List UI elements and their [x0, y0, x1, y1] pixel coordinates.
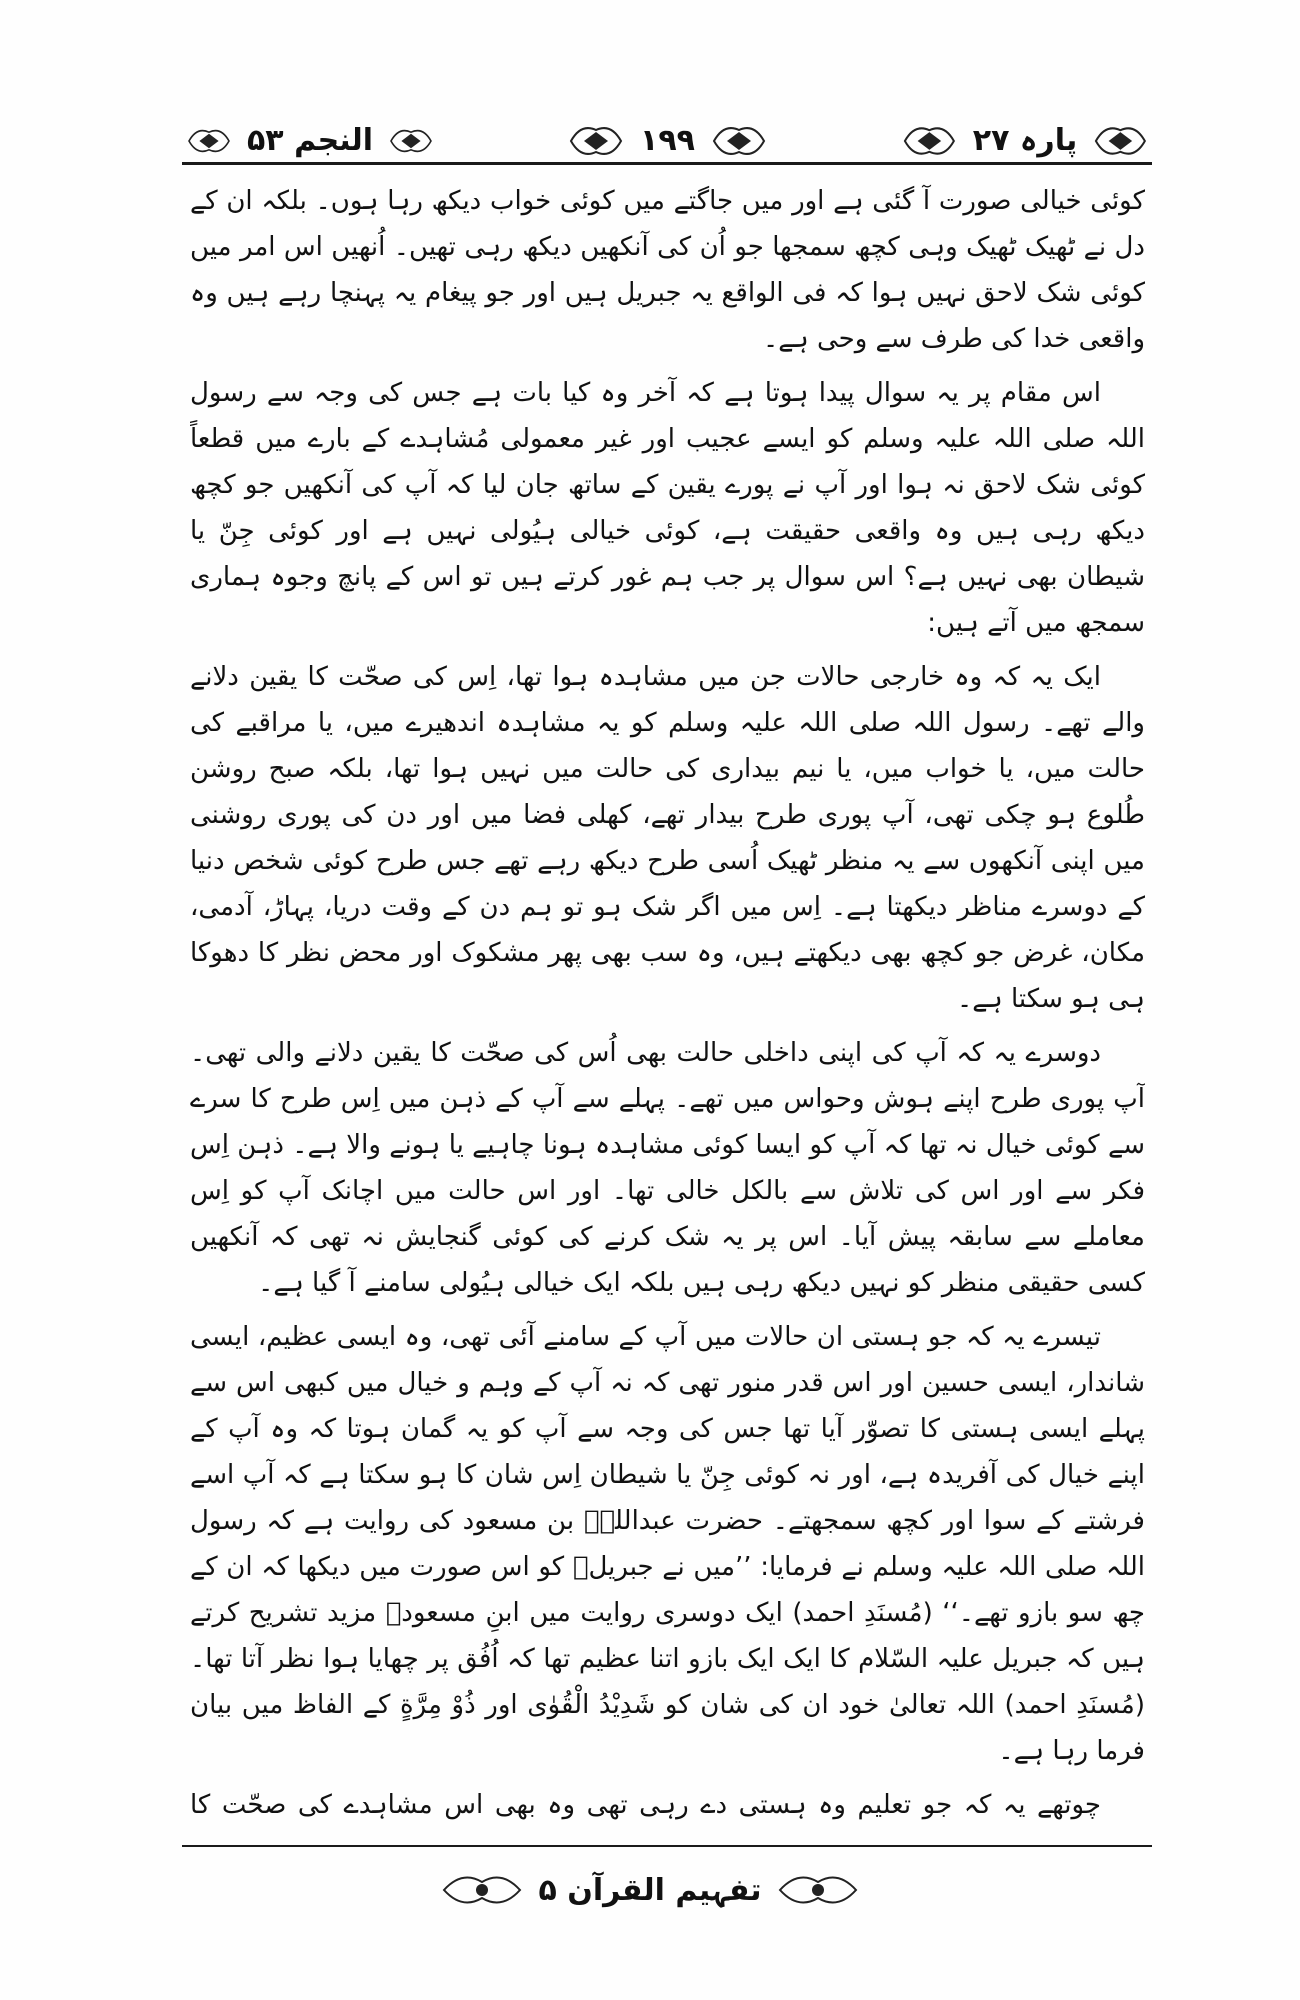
page-header — [185, 118, 1150, 174]
surah-label: النجم ۵۳ — [247, 123, 374, 158]
ornament-icon — [566, 118, 626, 164]
juz-cartouche — [900, 118, 1150, 164]
paragraph: اس مقام پر یہ سوال پیدا ہوتا ہے کہ آخر وہ کیا بات ہے جس کی وجہ سے رسول اللہ صلی اللہ علیہ وسلم کو ایسے عجیب اور غیر معمولی مُشاہدے کے بارے میں قطعاً کوئی شک لاحق نہ ہوا اور آپ نے پورے یقین کے ساتھ جان لیا کہ آپ کی آنکھیں جو کچھ دیکھ رہی ہیں وہ واقعی حقیقت ہے، کوئی خیالی ہیُولی نہیں ہے اور کوئی جِنّ یا شیطان بھی نہیں ہے؟ اس سوال پر جب ہم غور کرتے ہیں تو اس کے پانچ وجوہ ہماری سمجھ میں آتے ہیں: — [190, 378, 1145, 638]
ornament-icon — [709, 118, 769, 164]
page-number: ۱۹۹ — [640, 123, 695, 158]
paragraph: تیسرے یہ کہ جو ہستی ان حالات میں آپ کے سامنے آئی تھی، وہ ایسی عظیم، ایسی شاندار، ایسی حسین اور اس قدر منور تھی کہ نہ آپ کے وہم و خیال میں کبھی اس سے پہلے ایسی ہستی کا تصوّر آیا تھا جس کی وجہ سے آپ کو یہ گمان ہوتا کہ وہ آپ کے اپنے خیال کی آفریدہ ہے، اور نہ کوئی جِنّ یا شیطان اِس شان کا ہو سکتا ہے کہ آپ اسے فرشتے کے سوا اور کچھ سمجھتے۔ حضرت عبداللہؓ بن مسعود کی روایت ہے کہ رسول اللہ صلی اللہ علیہ وسلم نے فرمایا: ’’میں نے جبریلؑ کو اس صورت میں دیکھا کہ ان کے چھ سو بازو تھے۔‘‘ (مُسنَدِ احمد) ایک دوسری روایت میں ابنِ مسعودؓ مزید تشریح کرتے ہیں کہ جبریل علیہ السّلام کا ایک ایک بازو اتنا عظیم تھا کہ اُفُق پر چھایا ہوا نظر آتا تھا۔ (مُسنَدِ احمد) اللہ تعالیٰ خود ان کی شان کو شَدِيْدُ الْقُوٰی اور ذُوْ مِرَّةٍ کے الفاظ میں بیان فرما رہا ہے۔ — [190, 1322, 1145, 1766]
footer-divider — [182, 1845, 1152, 1847]
juz-label: پارہ ۲۷ — [972, 123, 1078, 158]
ornament-icon — [900, 118, 959, 164]
page-number-cartouche — [535, 118, 800, 164]
paragraph: کوئی خیالی صورت آ گئی ہے اور میں جاگتے میں کوئی خواب دیکھ رہا ہوں۔ بلکہ ان کے دل نے ٹھیک ٹھیک وہی کچھ سمجھا جو اُن کی آنکھیں دیکھ رہی تھیں۔ اُنھیں اس امر میں کوئی شک لاحق نہیں ہوا کہ فی الواقع یہ جبریل ہیں اور جو پیغام یہ پہنچا رہے ہیں وہ واقعی خدا کی طرف سے وحی ہے۔ — [190, 186, 1145, 354]
book-title: تفہیم القرآن ۵ — [538, 1872, 762, 1908]
paragraph: دوسرے یہ کہ آپ کی اپنی داخلی حالت بھی اُس کی صحّت کا یقین دلانے والی تھی۔ آپ پوری طرح اپنے ہوش وحواس میں تھے۔ پہلے سے آپ کے ذہن میں اِس طرح کا سرے سے کوئی خیال نہ تھا کہ آپ کو ایسا کوئی مشاہدہ ہونا چاہیے یا ہونے والا ہے۔ ذہن اِس فکر سے اور اس کی تلاش سے بالکل خالی تھا۔ اور اس حالت میں اچانک آپ کو اِس معاملے سے سابقہ پیش آیا۔ اس پر یہ شک کرنے کی کوئی گنجایش نہ تھی کہ آنکھیں کسی حقیقی منظر کو نہیں دیکھ رہی ہیں بلکہ ایک خیالی ہیُولی سامنے آ گیا ہے۔ — [190, 1038, 1145, 1298]
header-divider — [182, 162, 1152, 165]
page-footer — [0, 1862, 1300, 1918]
ornament-icon — [387, 118, 435, 164]
page-body — [190, 178, 1145, 1828]
ornament-icon — [185, 118, 233, 164]
ornament-icon — [1091, 118, 1150, 164]
paragraph: ایک یہ کہ وہ خارجی حالات جن میں مشاہدہ ہوا تھا، اِس کی صحّت کا یقین دلانے والے تھے۔ رسول اللہ صلی اللہ علیہ وسلم کو یہ مشاہدہ اندھیرے میں، یا مراقبے کی حالت میں، یا خواب میں، یا نیم بیداری کی حالت میں نہیں ہوا تھا، بلکہ صبح روشن طُلوع ہو چکی تھی، آپ پوری طرح بیدار تھے، کھلی فضا میں اور دن کی پوری روشنی میں اپنی آنکھوں سے یہ منظر ٹھیک اُسی طرح دیکھ رہے تھے جس طرح کوئی شخص دنیا کے دوسرے مناظر دیکھتا ہے۔ اِس میں اگر شک ہو تو ہم دن کے وقت دریا، پہاڑ، آدمی، مکان، غرض جو کچھ بھی دیکھتے ہیں، وہ سب بھی پھر مشکوک اور محض نظر کا دھوکا ہی ہو سکتا ہے۔ — [190, 662, 1145, 1014]
ornament-icon — [778, 1868, 858, 1912]
ornament-icon — [442, 1868, 522, 1912]
paragraph: چوتھے یہ کہ جو تعلیم وہ ہستی دے رہی تھی وہ بھی اس مشاہدے کی صحّت کا — [190, 1790, 1101, 1820]
surah-cartouche — [185, 118, 435, 164]
